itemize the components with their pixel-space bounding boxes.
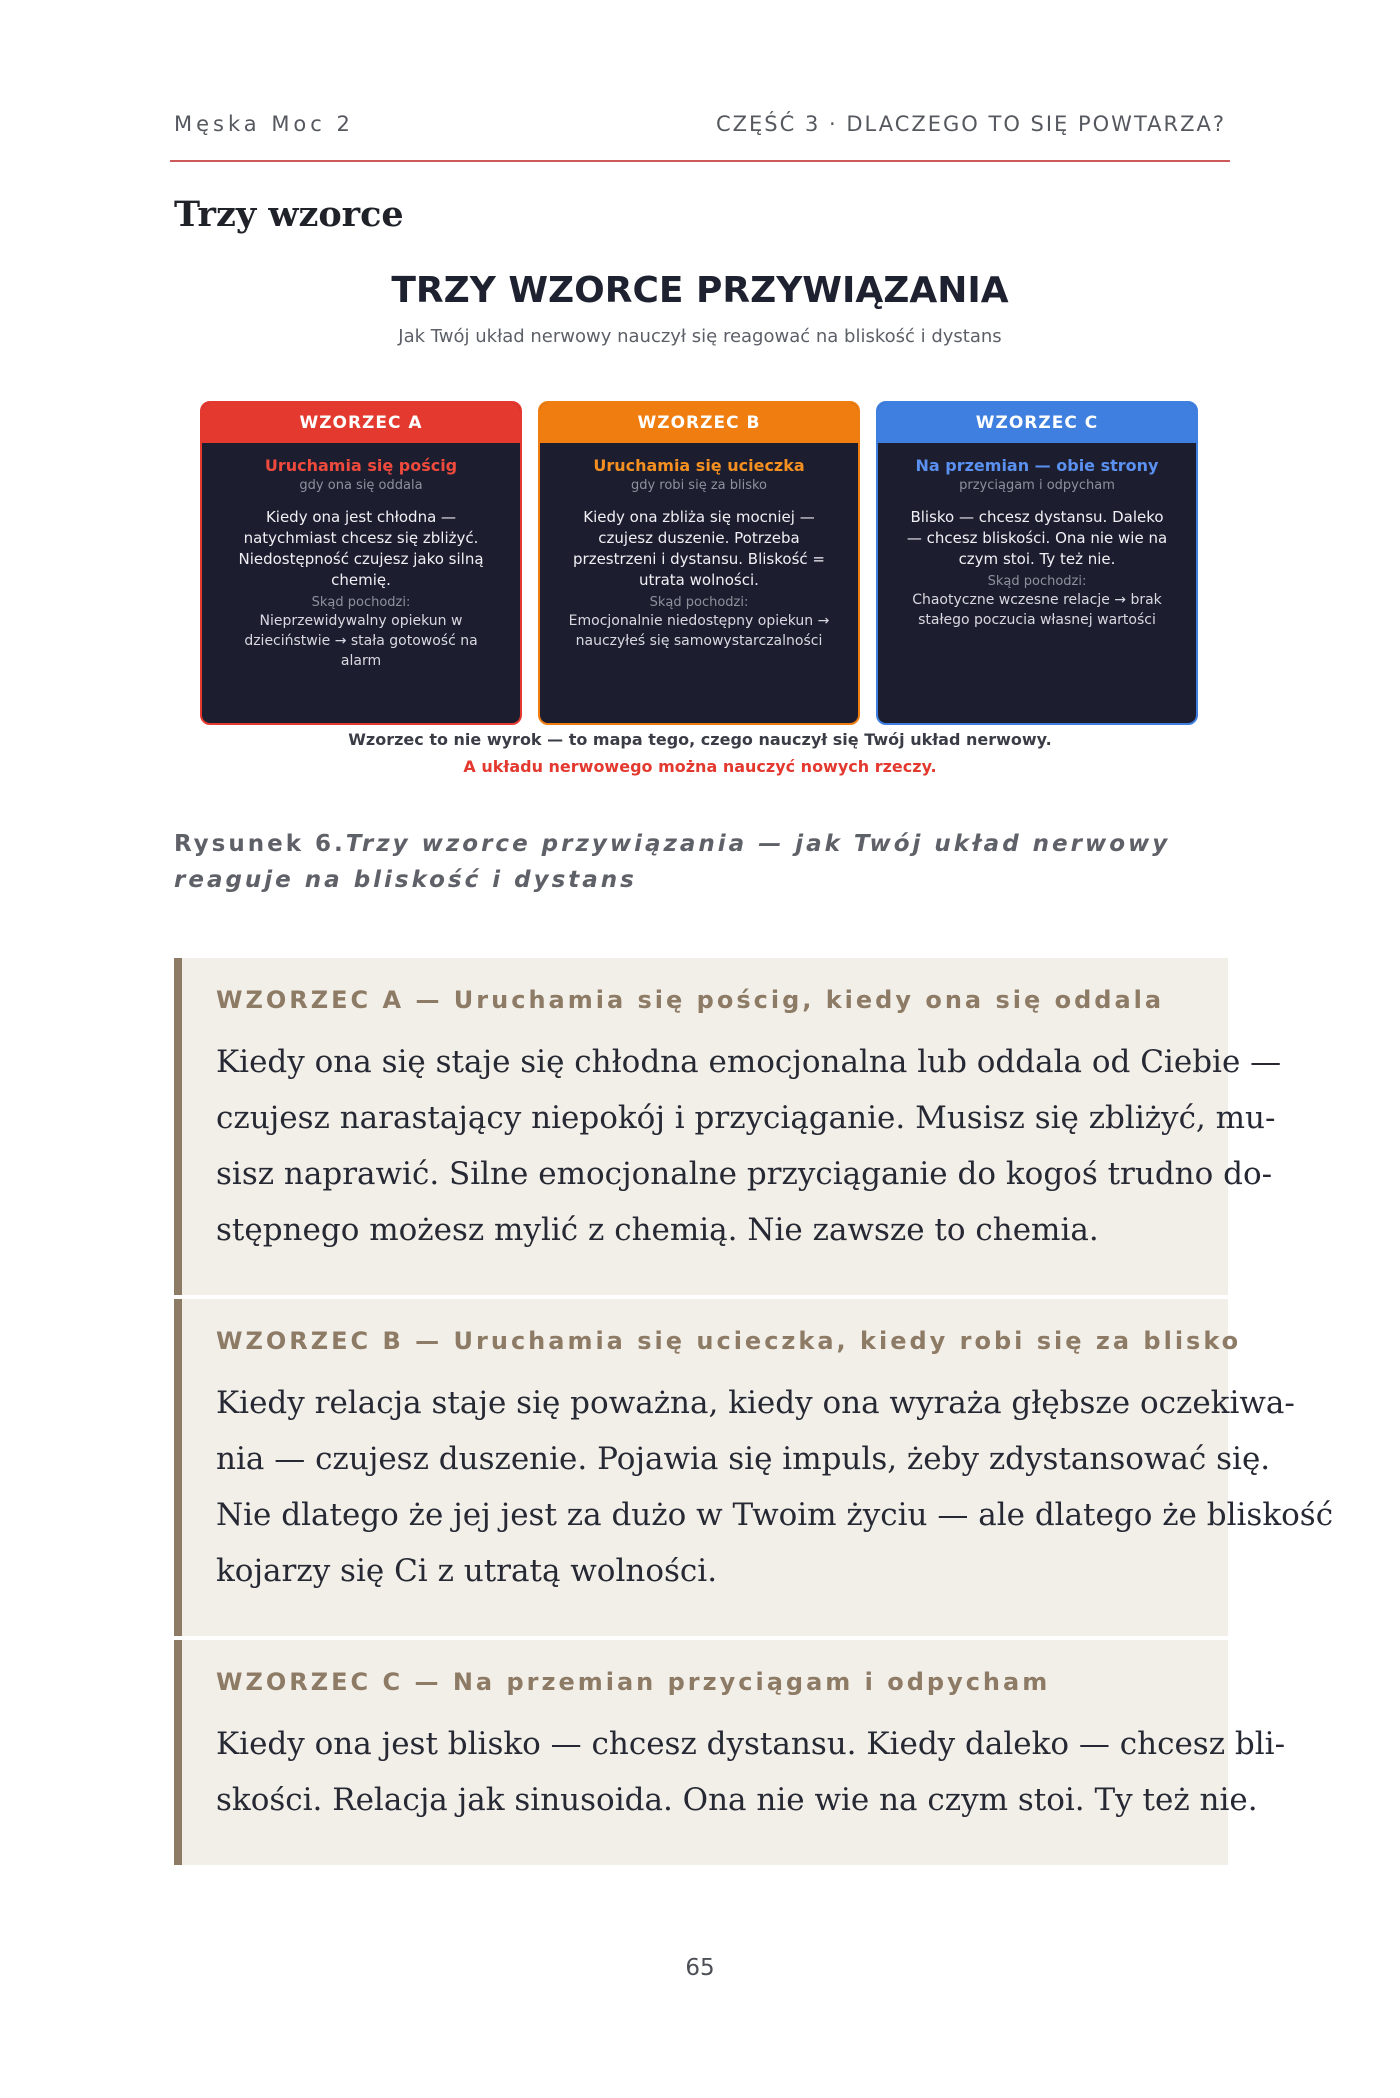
header-rule [170,160,1230,162]
pattern-card-c [876,401,1198,725]
card-source-line: alarm [340,653,382,669]
pattern-text-line: nia — czujesz duszenie. Pojawia się impuls, żeby zdystansować się. [216,1441,1271,1477]
pattern-text [216,1034,1282,1258]
figure-footer-note: Wzorzec to nie wyrok — to mapa tego, czego nauczył się Twój układ nerwowy. [348,730,1052,749]
pattern-text-line: Kiedy relacja staje się poważna, kiedy ona wyraża głębsze oczekiwa- [216,1385,1295,1421]
card-body [558,507,840,591]
card-source-line: nauczyłeś się samowystarczalności [575,633,823,649]
card-body-line: Kiedy ona zbliża się mocniej — [583,508,815,526]
card-headline: Uruchamia się ucieczka [593,456,805,475]
figure-caption [174,826,1234,898]
card-body-line: — chcesz bliskości. Ona nie wie na [906,529,1168,547]
pattern-card-b [538,401,860,725]
card-body-line: Blisko — chcesz dystansu. Daleko [910,508,1164,526]
card-body-line: chemię. [331,571,391,589]
card-source-label: Skąd pochodzi: [649,595,749,610]
pattern-text [216,1716,1286,1828]
pattern-box-b [174,1299,1334,1636]
pattern-card-a [200,401,522,725]
card-body-line: natychmiast chcesz się zbliżyć. [243,529,479,547]
card-note: przyciągam i odpycham [959,478,1115,493]
caption-text: Trzy wzorce przywiązania — jak Twój układ nerwowy reaguje na bliskość i dystans [174,831,1171,893]
pattern-text-line: czujesz narastający niepokój i przyciąganie. Musisz się zbliżyć, mu- [216,1100,1276,1136]
page-number: 65 [685,1955,715,1981]
pattern-text-line: sisz naprawić. Silne emocjonalne przyciąganie do kogoś trudno do- [216,1156,1273,1192]
card-body-line: Kiedy ona jest chłodna — [265,508,457,526]
card-body-line: czym stoi. Ty też nie. [958,550,1116,568]
running-header [174,106,1226,142]
card-source-line: Emocjonalnie niedostępny opiekun → [568,613,830,629]
pattern-box-c [174,1640,1286,1865]
card-header: WZORZEC C [878,403,1196,443]
card-body-line: utrata wolności. [639,571,759,589]
pattern-label: WZORZEC C — Na przemian przyciągam i odpycham [216,1668,1051,1696]
card-headline: Uruchamia się pościg [264,456,458,475]
section-title: Trzy wzorce [174,194,404,235]
figure-title: TRZY WZORCE PRZYWIĄZANIA [391,270,1009,311]
pattern-text-line: Kiedy ona jest blisko — chcesz dystansu. Kiedy daleko — chcesz bli- [216,1726,1286,1762]
card-body [220,507,502,591]
chapter-title: CZĘŚĆ 3 · DLACZEGO TO SIĘ POWTARZA? [715,112,1226,136]
card-note: gdy ona się oddala [299,478,423,493]
card-header: WZORZEC B [540,403,858,443]
book-title: Męska Moc 2 [174,112,354,136]
card-note: gdy robi się za blisko [630,478,768,493]
pattern-text-line: kojarzy się Ci z utratą wolności. [216,1553,718,1589]
card-source [220,611,502,671]
pattern-text-line: stępnego możesz mylić z chemią. Nie zawsze to chemia. [216,1212,1099,1248]
card-header: WZORZEC A [202,403,520,443]
card-body-line: przestrzeni i dystansu. Bliskość = [573,550,825,568]
card-source-label: Skąd pochodzi: [987,574,1087,589]
card-source-line: stałego poczucia własnej wartości [918,612,1156,628]
card-source-line: Chaotyczne wczesne relacje → brak [912,592,1162,608]
pattern-text-line: Kiedy ona się staje się chłodna emocjonalna lub oddala od Ciebie — [216,1044,1282,1080]
pattern-text [216,1375,1334,1599]
pattern-box-a [174,958,1282,1295]
figure-attachment-patterns [190,262,1210,792]
pattern-text-line: skości. Relacja jak sinusoida. Ona nie wie na czym stoi. Ty też nie. [216,1782,1258,1818]
card-source [896,590,1178,630]
card-body [896,507,1178,570]
card-source-label: Skąd pochodzi: [311,595,411,610]
pattern-label: WZORZEC B — Uruchamia się ucieczka, kiedy robi się za blisko [216,1327,1242,1355]
figure-footer-highlight: A układu nerwowego można nauczyć nowych rzeczy. [463,757,937,776]
caption-prefix: Rysunek 6. [174,831,346,857]
card-source-line: Nieprzewidywalny opiekun w [259,613,463,629]
card-headline: Na przemian — obie strony [915,456,1159,475]
pattern-text-line: Nie dlatego że jej jest za dużo w Twoim życiu — ale dlatego że bliskość [216,1497,1334,1533]
card-body-line: czujesz duszenie. Potrzeba [598,529,800,547]
card-source-line: dzieciństwie → stała gotowość na [244,633,478,649]
figure-subtitle: Jak Twój układ nerwowy nauczył się reagować na bliskość i dystans [398,326,1002,347]
card-body-line: Niedostępność czujesz jako silną [238,550,484,568]
card-source [558,611,840,651]
pattern-label: WZORZEC A — Uruchamia się pościg, kiedy ona się oddala [216,986,1165,1014]
